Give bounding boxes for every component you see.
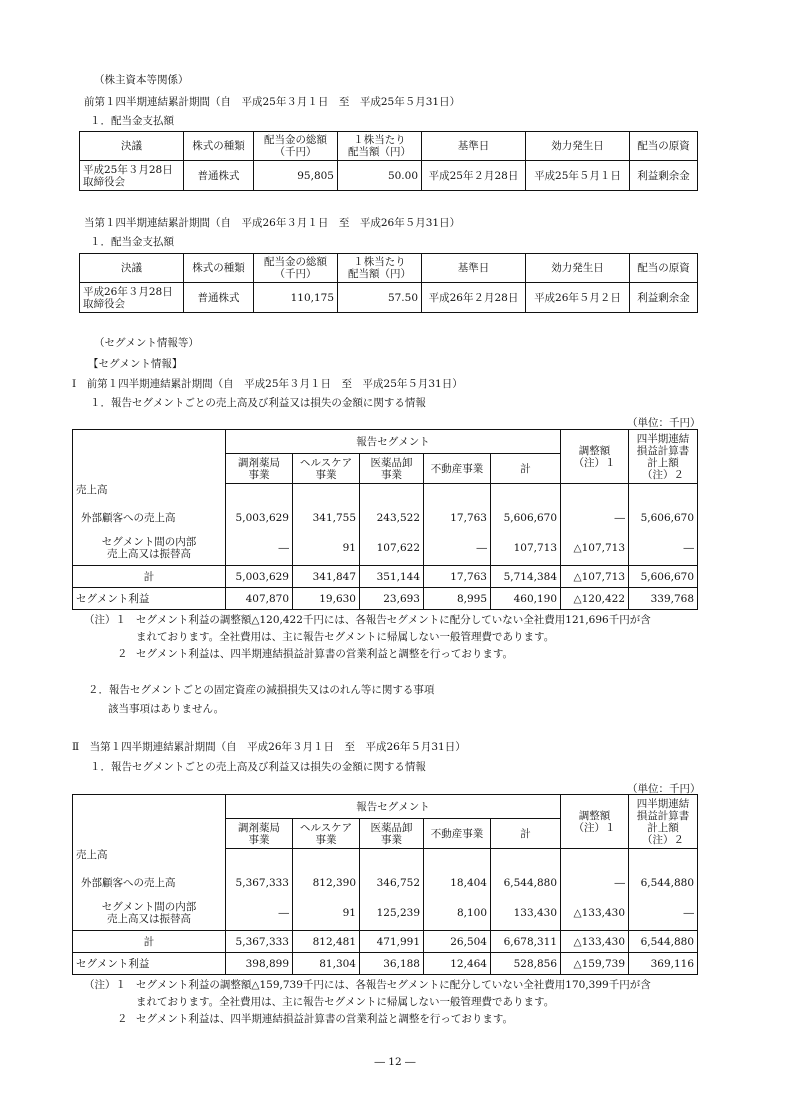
table-cell: 平成25年５月１日	[526, 161, 630, 191]
seg1-note1-line1: セグメント利益の調整額△120,422千円には、各報告セグメントに配分していない全社費用121,696千円が含	[136, 614, 651, 626]
header-line: ヘルスケア	[299, 456, 353, 469]
header-line: 事業	[381, 468, 402, 481]
row-label: セグメント利益	[73, 588, 226, 610]
header-line: （千円）	[274, 268, 317, 280]
seg2-note1-label: （注）１	[84, 979, 126, 991]
table-cell: 6,544,880	[491, 869, 561, 897]
heading-segment: （セグメント情報等）	[94, 337, 199, 349]
table-cell	[226, 849, 293, 869]
table-header-cell: 株式の種類	[184, 132, 254, 161]
table-header-cell: 効力発生日	[526, 254, 630, 283]
table-cell: ―	[629, 897, 698, 931]
row-label	[73, 532, 226, 566]
heading-shareholders-equity: （株主資本等関係）	[94, 74, 189, 86]
table-cell: 110,175	[254, 283, 338, 313]
table-header-cell: 不動産事業	[424, 819, 491, 849]
table-cell: 平成26年２月28日	[422, 283, 526, 313]
table-cell: 133,430	[491, 897, 561, 931]
table-cell: 95,805	[254, 161, 338, 191]
seg1-note1-line2: まれております。全社費用は、主に報告セグメントに帰属しない一般管理費であります。	[136, 631, 555, 643]
table-cell: ―	[424, 532, 491, 566]
header-line: 事業	[315, 468, 337, 481]
table-cell: 243,522	[360, 504, 424, 532]
table-cell: 125,239	[360, 897, 424, 931]
table-cell	[293, 849, 360, 869]
header-line: 損益計算書	[636, 809, 690, 822]
header-line: 配当金の総額	[264, 256, 327, 268]
table-header-cell	[293, 454, 360, 484]
curr-dividend-table	[79, 253, 698, 313]
header-line: （注）１	[573, 456, 616, 469]
table-cell: 107,713	[491, 532, 561, 566]
table-cell: 6,544,880	[629, 869, 698, 897]
row-label: 計	[73, 931, 226, 953]
seg2-note1-line1: セグメント利益の調整額△159,739千円には、各報告セグメントに配分していない全社費用170,399千円が含	[136, 979, 651, 991]
table-cell: 351,144	[360, 566, 424, 588]
seg1-unit: （単位：千円）	[627, 417, 701, 429]
seg2-note1-line2: まれております。全社費用は、主に報告セグメントに帰属しない一般管理費であります。	[136, 996, 555, 1008]
table-cell: 5,003,629	[226, 504, 293, 532]
header-line: 医薬品卸	[370, 821, 413, 834]
table-header-cell	[254, 132, 338, 161]
seg2-table	[72, 794, 698, 975]
table-cell: 5,714,384	[491, 566, 561, 588]
table-cell: 6,544,880	[629, 931, 698, 953]
table-header-cell: 配当の原資	[630, 254, 698, 283]
table-cell: △107,713	[561, 566, 629, 588]
header-line: 事業	[248, 468, 270, 481]
table-header-cell: 不動産事業	[424, 454, 491, 484]
table-header-cell: 基準日	[422, 254, 526, 283]
row-label: 外部顧客への売上高	[73, 869, 226, 897]
table-cell	[360, 484, 424, 504]
table-cell: 19,630	[293, 588, 360, 610]
header-line: 事業	[315, 833, 337, 846]
table-cell	[424, 849, 491, 869]
table-cell: ―	[226, 897, 293, 931]
table-cell: 528,856	[491, 953, 561, 975]
table-cell: 50.00	[338, 161, 422, 191]
header-line: 損益計算書	[636, 444, 690, 457]
table-cell: 341,847	[293, 566, 360, 588]
header-line: 調剤薬局	[238, 456, 280, 469]
table-cell: 460,190	[491, 588, 561, 610]
table-cell: 5,606,670	[629, 566, 698, 588]
table-cell: 利益剰余金	[630, 283, 698, 313]
header-line: 四半期連結	[636, 432, 690, 445]
table-header-cell	[360, 454, 424, 484]
table-cell: △133,430	[561, 931, 629, 953]
table-header-cell	[360, 819, 424, 849]
table-cell: 平成25年２月28日	[422, 161, 526, 191]
table-cell	[360, 849, 424, 869]
table-cell	[629, 849, 698, 869]
table-cell	[561, 849, 629, 869]
row-label: セグメント利益	[73, 953, 226, 975]
table-cell: 平成26年５月２日	[526, 283, 630, 313]
header-line: （注）１	[573, 821, 616, 834]
cell-line: 取締役会	[83, 297, 125, 310]
table-header-cell: 計	[491, 454, 561, 484]
table-cell: 398,899	[226, 953, 293, 975]
table-header-cell: 計	[491, 819, 561, 849]
table-header-cell	[561, 430, 629, 484]
table-cell: 利益剰余金	[630, 161, 698, 191]
seg2-note2-label: ２	[117, 1013, 128, 1025]
header-line: 配当額（円）	[348, 146, 411, 158]
header-line: 事業	[248, 833, 270, 846]
table-cell: △159,739	[561, 953, 629, 975]
cell-line: 取締役会	[83, 175, 125, 188]
label-line: セグメント間の内部	[101, 901, 197, 914]
row-label: 外部顧客への売上高	[73, 504, 226, 532]
table-header-cell: 決議	[80, 132, 184, 161]
header-line: １株当たり	[353, 134, 406, 146]
table-cell: 6,678,311	[491, 931, 561, 953]
prev-dividend-subtitle: １．配当金支払額	[90, 115, 174, 127]
seg2-subtitle: １．報告セグメントごとの売上高及び利益又は損失の金額に関する情報	[90, 761, 426, 773]
table-header-cell	[254, 254, 338, 283]
header-line: 計上額	[647, 456, 679, 469]
table-cell	[424, 484, 491, 504]
header-line: 調剤薬局	[238, 821, 280, 834]
table-header-cell	[338, 254, 422, 283]
header-line: 調整額	[578, 809, 611, 822]
table-cell: 341,755	[293, 504, 360, 532]
seg2-note2-text: セグメント利益は、四半期連結損益計算書の営業利益と調整を行っております。	[136, 1013, 514, 1025]
curr-dividend-subtitle: １．配当金支払額	[90, 236, 174, 248]
table-cell: 369,116	[629, 953, 698, 975]
table-header-cell	[561, 795, 629, 849]
table-header-cell	[629, 430, 698, 484]
seg2-title: Ⅱ 当第１四半期連結累計期間（自 平成26年３月１日 至 平成26年５月31日）	[72, 741, 466, 753]
table-cell: 812,481	[293, 931, 360, 953]
table-cell: 普通株式	[184, 161, 254, 191]
label-line: 売上高又は振替高	[107, 913, 191, 926]
table-corner-cell	[73, 795, 226, 849]
prev-period-title: 前第１四半期連結累計期間（自 平成25年３月１日 至 平成25年５月31日）	[84, 96, 461, 108]
table-cell: 8,100	[424, 897, 491, 931]
header-line: 配当金の総額	[264, 134, 327, 146]
table-cell: 107,622	[360, 532, 424, 566]
table-cell: 91	[293, 532, 360, 566]
table-cell	[80, 161, 184, 191]
seg1-table	[72, 429, 698, 610]
table-cell: △120,422	[561, 588, 629, 610]
table-cell: 471,991	[360, 931, 424, 953]
cell-line: 平成25年３月28日	[83, 163, 173, 176]
table-cell: 407,870	[226, 588, 293, 610]
table-corner-cell	[73, 430, 226, 484]
table-cell: 17,763	[424, 566, 491, 588]
table-cell: ―	[629, 532, 698, 566]
table-header-cell	[293, 819, 360, 849]
table-cell: 57.50	[338, 283, 422, 313]
sales-label: 売上高	[73, 849, 226, 869]
header-line: （千円）	[274, 146, 317, 158]
table-header-cell: 基準日	[422, 132, 526, 161]
table-header-cell	[338, 132, 422, 161]
table-cell: 91	[293, 897, 360, 931]
header-line: 計上額	[647, 821, 679, 834]
heading-segment-info: 【セグメント情報】	[88, 358, 183, 370]
group-header: 報告セグメント	[226, 795, 561, 819]
table-cell	[561, 484, 629, 504]
seg1-item2-text: 該当事項はありません。	[108, 703, 225, 715]
table-cell: 36,188	[360, 953, 424, 975]
seg1-title: Ⅰ 前第１四半期連結累計期間（自 平成25年３月１日 至 平成25年５月31日）	[72, 378, 463, 390]
seg1-subtitle: １．報告セグメントごとの売上高及び利益又は損失の金額に関する情報	[90, 397, 426, 409]
table-cell: 26,504	[424, 931, 491, 953]
table-cell: 8,995	[424, 588, 491, 610]
seg1-note1-label: （注）１	[84, 614, 126, 626]
header-line: 四半期連結	[636, 797, 690, 810]
header-line: １株当たり	[353, 256, 406, 268]
prev-dividend-table	[79, 131, 698, 191]
table-header-cell	[226, 819, 293, 849]
seg2-unit: （単位：千円）	[627, 783, 701, 795]
table-header-cell: 効力発生日	[526, 132, 630, 161]
table-cell: 346,752	[360, 869, 424, 897]
row-label	[73, 897, 226, 931]
header-line: ヘルスケア	[299, 821, 353, 834]
header-line: 事業	[381, 833, 402, 846]
table-cell: 5,003,629	[226, 566, 293, 588]
table-cell: △133,430	[561, 897, 629, 931]
table-cell: 81,304	[293, 953, 360, 975]
table-cell: 5,367,333	[226, 931, 293, 953]
table-cell: 普通株式	[184, 283, 254, 313]
table-header-cell	[629, 795, 698, 849]
header-line: 医薬品卸	[370, 456, 413, 469]
header-line: 配当額（円）	[348, 268, 411, 280]
table-cell	[629, 484, 698, 504]
sales-label: 売上高	[73, 484, 226, 504]
table-cell: 23,693	[360, 588, 424, 610]
table-cell: 5,367,333	[226, 869, 293, 897]
table-cell	[491, 849, 561, 869]
header-line: （注）２	[642, 468, 685, 481]
seg1-note2-text: セグメント利益は、四半期連結損益計算書の営業利益と調整を行っております。	[136, 648, 514, 660]
page-number: ― 12 ―	[374, 1056, 416, 1068]
table-header-cell	[226, 454, 293, 484]
label-line: 売上高又は振替高	[107, 548, 191, 561]
table-cell	[226, 484, 293, 504]
table-cell: 5,606,670	[629, 504, 698, 532]
label-line: セグメント間の内部	[101, 536, 197, 549]
table-cell: 17,763	[424, 504, 491, 532]
table-cell: △107,713	[561, 532, 629, 566]
table-cell: 18,404	[424, 869, 491, 897]
table-cell	[491, 484, 561, 504]
cell-line: 平成26年３月28日	[83, 285, 173, 298]
table-cell	[293, 484, 360, 504]
table-header-cell: 株式の種類	[184, 254, 254, 283]
header-line: 調整額	[578, 444, 611, 457]
table-cell: 339,768	[629, 588, 698, 610]
table-header-cell: 決議	[80, 254, 184, 283]
curr-period-title: 当第１四半期連結累計期間（自 平成26年３月１日 至 平成26年５月31日）	[84, 217, 461, 229]
table-cell: ―	[561, 504, 629, 532]
table-cell: ―	[561, 869, 629, 897]
header-line: （注）２	[642, 833, 685, 846]
table-cell: 812,390	[293, 869, 360, 897]
seg1-note2-label: ２	[117, 648, 128, 660]
table-header-cell: 配当の原資	[630, 132, 698, 161]
table-cell: 5,606,670	[491, 504, 561, 532]
table-cell	[80, 283, 184, 313]
table-cell: ―	[226, 532, 293, 566]
row-label: 計	[73, 566, 226, 588]
table-cell: 12,464	[424, 953, 491, 975]
group-header: 報告セグメント	[226, 430, 561, 454]
seg1-item2-title: ２．報告セグメントごとの固定資産の減損損失又はのれん等に関する事項	[88, 684, 435, 696]
